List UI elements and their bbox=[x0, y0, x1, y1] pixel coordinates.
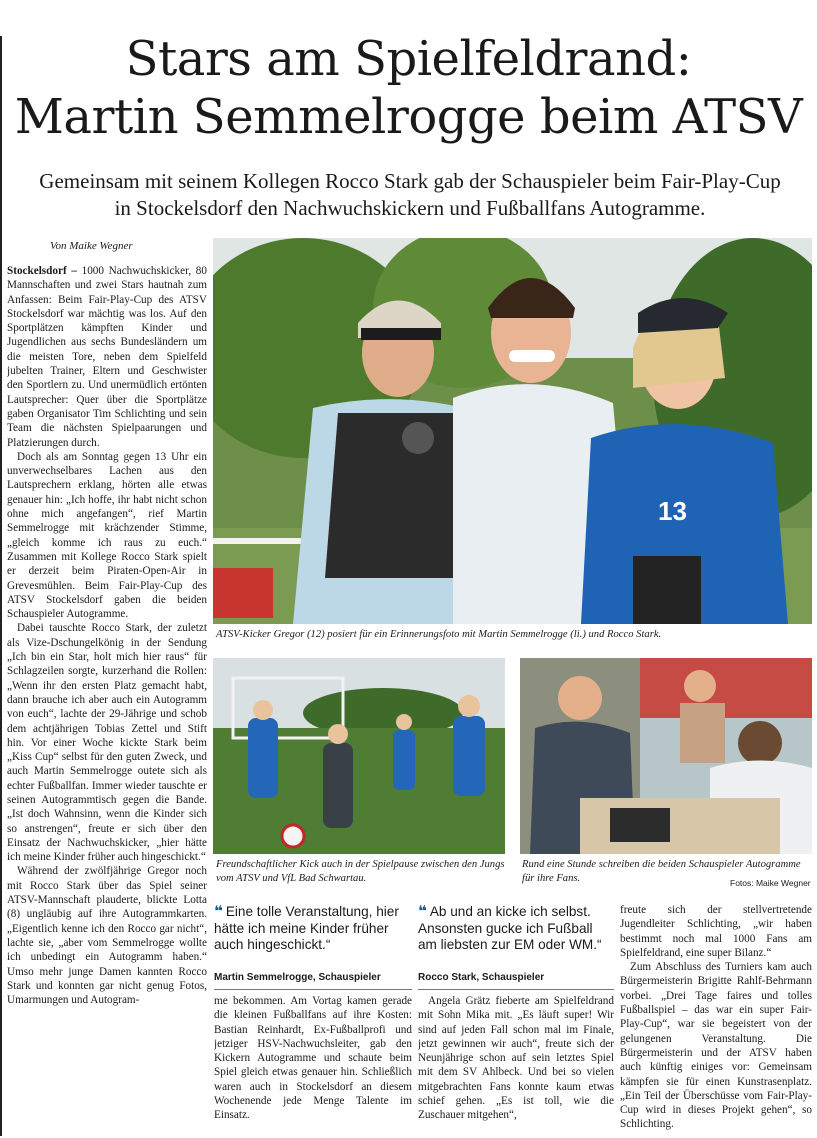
article-paragraph: Angela Grätz fieberte am Spielfeldrand mit Sohn Mika mit. „Es läuft super! Wir sind auf jeden Fall schon mal im Finale, jetzt gewinnen wir auch“, freute sich der Neunjährige schon auf sein letztes Spiel mit dem SV Ahlbeck. Und bei so vielen mitgebrachten Fans konnte kaum etwas schief gehen. „Es ist toll, wie die Zuschauer mitgehen“, bbox=[418, 995, 614, 1122]
quote-mark-icon: ❝ bbox=[418, 902, 427, 920]
autograph-photo bbox=[520, 658, 812, 854]
headline-line-1: Stars am Spielfeldrand: bbox=[125, 31, 692, 87]
article-paragraph: Dabei tauschte Rocco Stark, der zuletzt als Vize-Dschungelkönig in der Sendung „Ich bin ein Star, holt mich hier raus“ für Schlagzeilen sorgte, kurzerhand die Rollen: „Wenn ihr den ersten Platz gemacht habt, dann brauche ich aber auch ein Autogramm von euch“, lachte der 29-Jährige und schob dem achtjährigen Tobias Zettel und Stift hin. Vor einer Woche kickte Stark beim „Kiss Cup“ selbst für den guten Zweck, und auch Martin Semmelrogge outete sich als echter Fußballfan. Immer wieder tauschte er seinen Autogrammtisch gegen die Bande. „Ist doch Wahnsinn, wenn die Kinder sich so anstrengen“, freute er sich über den Einsatz der Nachwuchskicker, „hier hätte ich meine Kinder früher auch hingeschickt.“ bbox=[7, 622, 207, 864]
quote-stark bbox=[418, 903, 614, 954]
byline: Von Maike Wegner bbox=[50, 240, 133, 252]
paragraph-text: 1000 Nachwuchskicker, 80 Mannschaften und zwei Stars hautnah zum Anfassen: Beim Fair-Play-Cup des ATSV Stockelsdorf war mächtig was los. Auf den Sportplätzen kämpften Kinder und Jugendlichen aus sechs Bundesländern um die meisten Tore, neben dem Spielfeld jubelten Trainer, Eltern und Geschwister den Sportlern zu. Und unermüdlich ertönten Lautsprecher: Quer über die Sportplätze gaben Organisator Tim Schlichting und sein Team die nächsten Spielpaarungen und Platzierungen durch. bbox=[7, 265, 207, 449]
photo-credit: Fotos: Maike Wegner bbox=[730, 878, 811, 888]
article-column-4 bbox=[620, 903, 812, 1134]
article-paragraph: Während der zwölfjährige Gregor noch mit Rocco Stark über das Spiel seiner ATSV-Mannschaft plauderte, blickte Lotta (8) ungläubig auf ihre Autogrammkarten. „Eigentlich kenne ich den Rocco gar nicht“, lachte sie, „aber vom Semmelrogge wollte ich unbedingt ein Autogramm haben.“ Umso mehr junge Damen kannten Rocco Stark und konnten gar nicht genug Fotos, Umarmungen und Autogram- bbox=[7, 865, 207, 1007]
article-paragraph: Doch als am Sonntag gegen 13 Uhr ein unverwechselbares Lachen aus den Lautsprechern erklang, hörten alle etwas genauer hin: „Ich hoffe, ihr habt nicht schon ohne mich angefangen“, rief Martin Semmelrogge mit krächzender Stimme, „gleich komme ich raus zu euch.“ Zusammen mit Kollege Rocco Stark spielt er derzeit beim Piraten-Open-Air in Grevesmühlen. Beim Fair-Play-Cup des ATSV Stockelsdorf gaben die beiden Schauspieler Autogramme. bbox=[7, 450, 207, 621]
autograph-photo-illustration bbox=[520, 658, 812, 854]
article-paragraph bbox=[7, 264, 207, 450]
quote-speaker: Martin Semmelrogge, Schauspieler bbox=[214, 972, 381, 983]
headline bbox=[0, 30, 817, 146]
quote-semmelrogge bbox=[214, 903, 412, 954]
main-photo-illustration bbox=[213, 238, 812, 624]
football-photo-illustration bbox=[213, 658, 505, 854]
quote-divider bbox=[214, 989, 412, 990]
quote-text: Eine tolle Veranstaltung, hier hätte ich meine Kinder früher auch hingeschickt.“ bbox=[214, 904, 399, 952]
football-photo-caption: Freundschaftlicher Kick auch in der Spielpause zwischen den Jungs vom ATSV und VfL Bad Schwartau. bbox=[216, 859, 505, 884]
article-paragraph: freute sich der stellvertretende Jugendleiter Schlichting, „wir haben bestimmt noch mal 1000 Fans am Spielfeldrand, eine super Bilanz.“ bbox=[620, 904, 812, 959]
jersey-number: 13 bbox=[658, 496, 687, 526]
article-column-2 bbox=[214, 994, 412, 1134]
autograph-photo-caption: Rund eine Stunde schreiben die beiden Schauspieler Autogramme für ihre Fans. bbox=[522, 859, 801, 884]
quote-divider bbox=[418, 989, 614, 990]
article-paragraph: Zum Abschluss des Turniers kam auch Bürgermeisterin Brigitte Rahlf-Behrmann vorbei. „Drei Tage faires und tolles Fußballspiel – das war ein super Fair-Play-Cup“, war sie begeistert von der gelungenen Veranstaltung. Die Bürgermeisterin und der ATSV haben auch künftig einiges vor: Gemeinsam kämpfen sie für einen Kunstrasenplatz. „Ein Teil der Überschüsse vom Fair-Play-Cup wird in dieses Projekt gehen“, so Schlichting. bbox=[620, 961, 812, 1131]
quote-text: Ab und an kicke ich selbst. Ansonsten gucke ich Fußball am liebsten zur EM oder WM.“ bbox=[418, 904, 602, 952]
main-photo-caption: ATSV-Kicker Gregor (12) posiert für ein Erinnerungsfoto mit Martin Semmelrogge (li.) und Rocco Stark. bbox=[216, 629, 662, 640]
quote-mark-icon: ❝ bbox=[214, 902, 223, 920]
quote-speaker: Rocco Stark, Schauspieler bbox=[418, 972, 545, 983]
subhead-line-1: Gemeinsam mit seinem Kollegen Rocco Stark gab der Schauspieler beim Fair-Play-Cup bbox=[39, 169, 781, 193]
main-photo bbox=[213, 238, 812, 624]
article-paragraph: me bekommen. Am Vortag kamen gerade die kleinen Fußballfans auf ihre Kosten: Bastian Reinhardt, Ex-Fußballprofi und jetziger HSV-Nachwuchsleiter, gab den Kickern Autogramme und schaute beim Spiel gleich etwas genauer hin. Schließlich waren auch in Stockelsdorf an diesem Wochenende jede Menge Talente im Einsatz. bbox=[214, 995, 412, 1122]
subhead-line-2: in Stockelsdorf den Nachwuchskickern und Fußballfans Autogramme. bbox=[114, 196, 706, 220]
football-photo bbox=[213, 658, 505, 854]
article-column-1 bbox=[7, 264, 207, 1134]
article-column-3 bbox=[418, 994, 614, 1134]
left-margin-rule bbox=[0, 36, 2, 1136]
headline-line-2: Martin Semmelrogge beim ATSV bbox=[14, 89, 803, 145]
subheadline bbox=[10, 168, 810, 222]
dateline: Stockelsdorf – bbox=[7, 265, 77, 277]
